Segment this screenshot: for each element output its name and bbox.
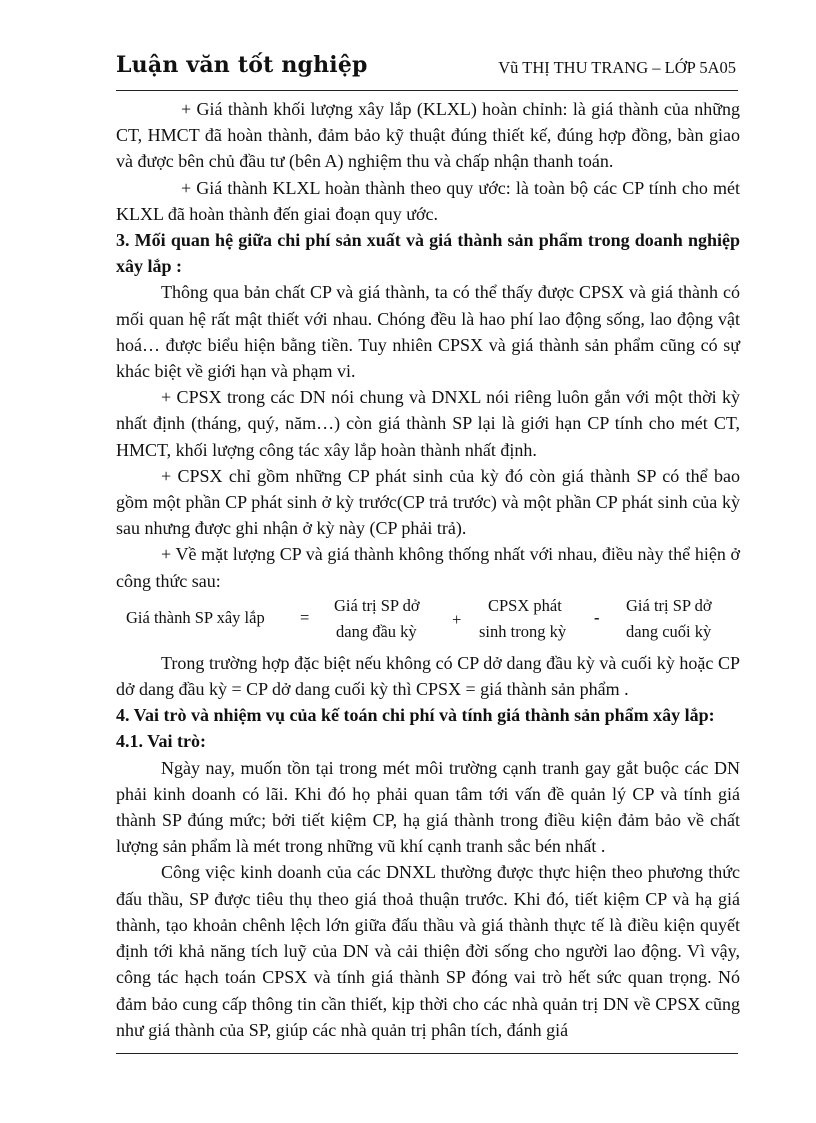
paragraph-8: Ngày nay, muốn tồn tại trong mét môi trường cạnh tranh gay gắt buộc các DN phải kinh doanh có lãi. Khi đó họ phải quan tâm tới vấn đề quản lý CP và tính giá thành SP đúng mức; bởi tiết kiệm CP, hạ giá thành trong điều kiện đảm bảo về chất lượng sản phẩm là mét trong những vũ khí cạnh tranh sắc bén nhất . [116,757,740,857]
section-heading-4: 4. Vai trò và nhiệm vụ của kế toán chi phí và tính giá thành sản phẩm xây lắp: [116,705,715,726]
section-heading-3: 3. Mối quan hệ giữa chi phí sản xuất và giá thành sản phẩm trong doanh nghiệp xây lắp : [116,230,740,277]
formula-equals: = [300,607,310,627]
formula-term1-top: Giá trị SP dở [334,595,420,615]
paragraph-2: + Giá thành KLXL hoàn thành theo quy ước: là toàn bộ các CP tính cho mét KLXL đã hoàn thành đến giai đoạn quy ước. [116,177,740,224]
formula-minus: - [594,607,600,627]
formula-term3-bottom: dang cuối kỳ [626,621,712,641]
paragraph-5: + CPSX chỉ gồm những CP phát sinh của kỳ đó còn giá thành SP có thể bao gồm một phần CP phát sinh ở kỳ trước(CP trả trước) và một phần CP phát sinh của kỳ sau nhưng được ghi nhận ở kỳ này (CP phải trả). [116,465,740,539]
formula-term1-bottom: dang đầu kỳ [336,621,417,641]
formula-term3-top: Giá trị SP dở [626,595,712,615]
paragraph-4: + CPSX trong các DN nói chung và DNXL nói riêng luôn gắn với một thời kỳ nhất định (tháng, quý, năm…) còn giá thành SP lại là giới hạn CP tính cho mét CT, HMCT, khối lượng công tác xây lắp hoàn thành nhất định. [116,387,740,460]
body-text [116,96,740,1043]
formula-term2-top: CPSX phát [488,595,562,615]
paragraph-9: Công việc kinh doanh của các DNXL thường được thực hiện theo phương thức đấu thầu, SP được tiêu thụ theo giá thoả thuận trước. Khi đó, tiết kiệm CP và hạ giá thành, tạo khoản chênh lệch lớn giữa đấu thầu và giá thành thực tế là điều kiện quyết định tới khả năng tích luỹ của DN và cải thiện đời sống cho người lao động. Vì vậy, công tác hạch toán CPSX và tính giá thành SP đóng vai trò hết sức quan trọng. Nó đảm bảo cung cấp thông tin cần thiết, kịp thời cho các nhà quản trị DN về CPSX cũng như giá thành của SP, giúp các nhà quản trị phân tích, đánh giá [116,862,740,1040]
paragraph-3: Thông qua bản chất CP và giá thành, ta có thể thấy được CPSX và giá thành có mối quan hệ rất mật thiết với nhau. Chóng đều là hao phí lao động sống, lao động vật hoá… được biểu hiện bằng tiền. Tuy nhiên CPSX và giá thành sản phẩm cũng có sự khác biệt về giới hạn và phạm vi. [116,282,740,382]
paragraph-6: + Về mặt lượng CP và giá thành không thống nhất với nhau, điều này thể hiện ở công thức sau: [116,544,740,591]
cost-formula [116,594,740,650]
formula-term2-bottom: sinh trong kỳ [479,621,567,641]
page-header [116,50,738,91]
paragraph-1: + Giá thành khối lượng xây lắp (KLXL) hoàn chỉnh: là giá thành của những CT, HMCT đã hoàn thành, đảm bảo kỹ thuật đúng thiết kế, đúng hợp đồng, bàn giao và được bên chủ đầu tư (bên A) nghiệm thu và chấp nhận thanh toán. [116,99,740,172]
footer-rule [116,1053,738,1054]
formula-plus: + [452,609,462,629]
paragraph-7: Trong trường hợp đặc biệt nếu không có CP dở dang đầu kỳ và cuối kỳ hoặc CP dở dang đầu kỳ = CP dở dang cuối kỳ thì CPSX = giá thành sản phẩm . [116,652,740,700]
header-title: Luận văn tốt nghiệp [116,52,368,78]
formula-lhs: Giá thành SP xây lắp [126,607,265,627]
header-author: Vũ THỊ THU TRANG – LỚP 5A05 [498,58,736,77]
subsection-heading-4-1: 4.1. Vai trò: [116,731,206,752]
